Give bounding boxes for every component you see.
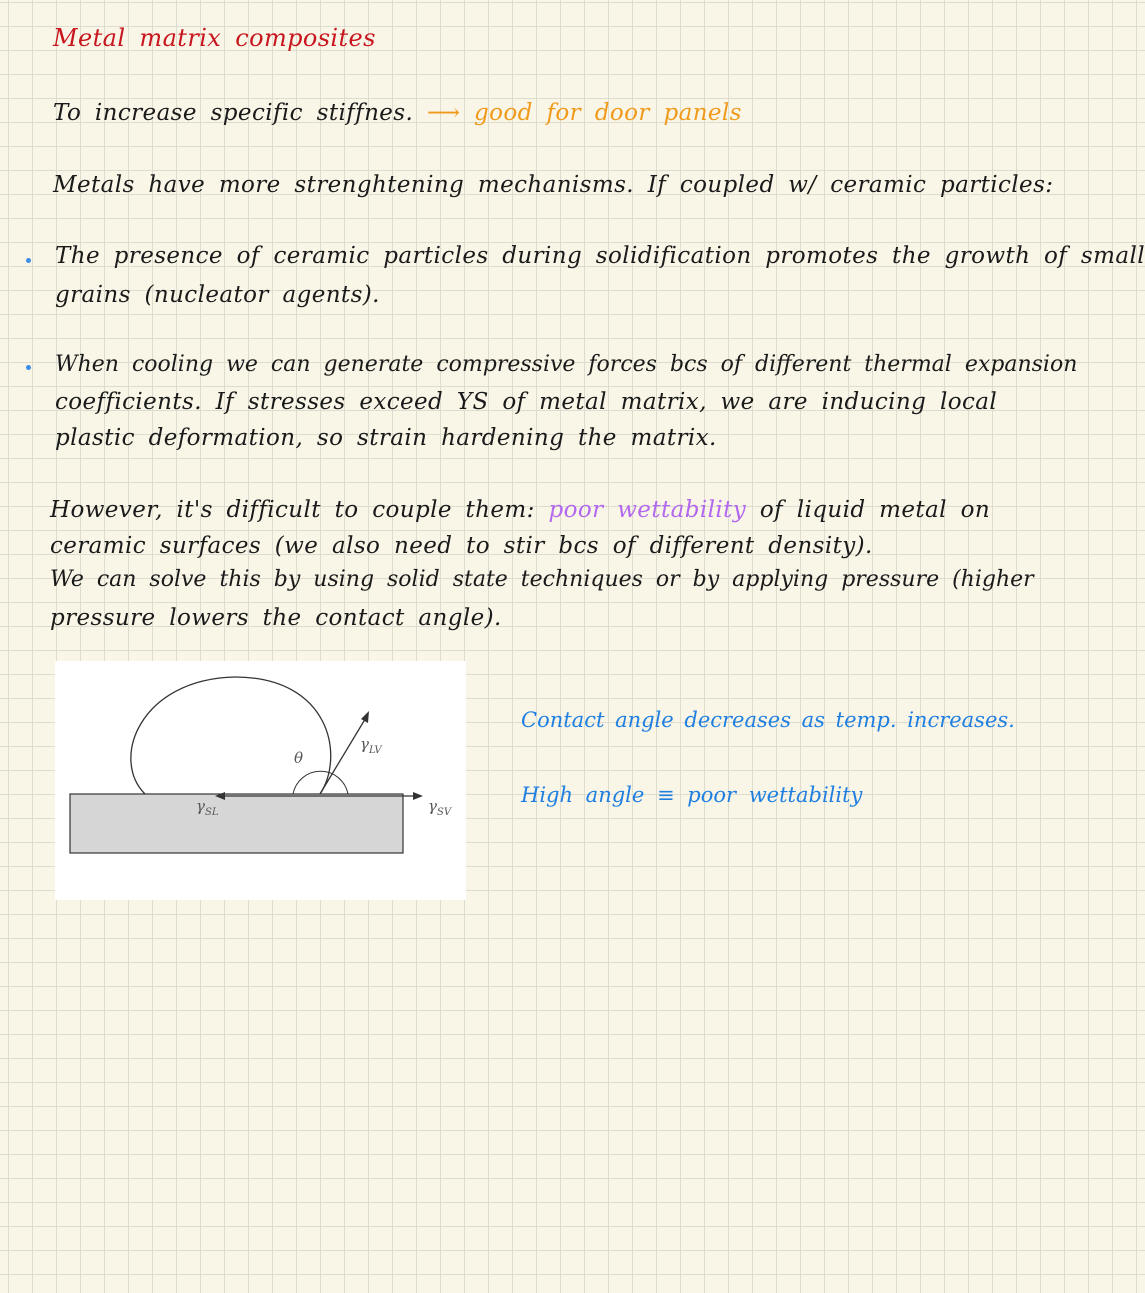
gamma-sl-label: $\gamma_{SL}$ [196, 797, 219, 818]
stiffness-note: good for door panels [474, 100, 742, 126]
theta-label: θ [294, 749, 304, 767]
bullet-2-line-1: When cooling we can generate compressive forces bcs of different thermal expansion [55, 352, 1078, 377]
gamma-lv-vector [320, 716, 367, 794]
bullet-1-line-2: grains (nucleator agents). [55, 282, 380, 308]
bullet-dot-2 [26, 365, 31, 370]
contact-angle-arc [293, 771, 348, 794]
side-note-angle: High angle ≡ poor wettability [521, 783, 863, 807]
bullet-1-line-1: The presence of ceramic particles during solidification promotes the growth of small [55, 243, 1145, 269]
wettability-line-4: pressure lowers the contact angle). [50, 605, 502, 631]
wettability-text-after: of liquid metal on [759, 497, 991, 523]
gamma-sv-label: $\gamma_{SV}$ [428, 797, 452, 818]
side-note-temperature: Contact angle decreases as temp. increases. [521, 708, 1015, 732]
gamma-sv-arrowhead [413, 792, 423, 800]
wettability-line-3: We can solve this by using solid state techniques or by applying pressure (higher [50, 567, 1034, 592]
wettability-text-before: However, it's difficult to couple them: [50, 497, 535, 523]
intro-line: Metals have more strenghtening mechanisms. If coupled w/ ceramic particles: [53, 172, 1054, 198]
gamma-lv-arrowhead [361, 711, 369, 723]
wettability-line-2: ceramic surfaces (we also need to stir bcs of different density). [50, 533, 873, 559]
stiffness-text: To increase specific stiffnes. [53, 100, 414, 126]
right-arrow-icon: ⟶ [426, 100, 461, 126]
gamma-lv-label: $\gamma_{LV}$ [360, 735, 382, 756]
wettability-line-1 [50, 497, 990, 523]
contact-angle-svg [55, 661, 466, 900]
bullet-dot-1 [26, 258, 31, 263]
solid-substrate [70, 794, 403, 853]
bullet-2-line-3: plastic deformation, so strain hardening the matrix. [55, 425, 717, 451]
contact-angle-diagram [55, 661, 466, 900]
stiffness-line [53, 100, 742, 126]
page-title: Metal matrix composites [53, 24, 376, 52]
liquid-droplet [131, 677, 331, 794]
bullet-2-line-2: coefficients. If stresses exceed YS of metal matrix, we are inducing local [55, 389, 998, 415]
wettability-highlight: poor wettability [548, 497, 747, 523]
